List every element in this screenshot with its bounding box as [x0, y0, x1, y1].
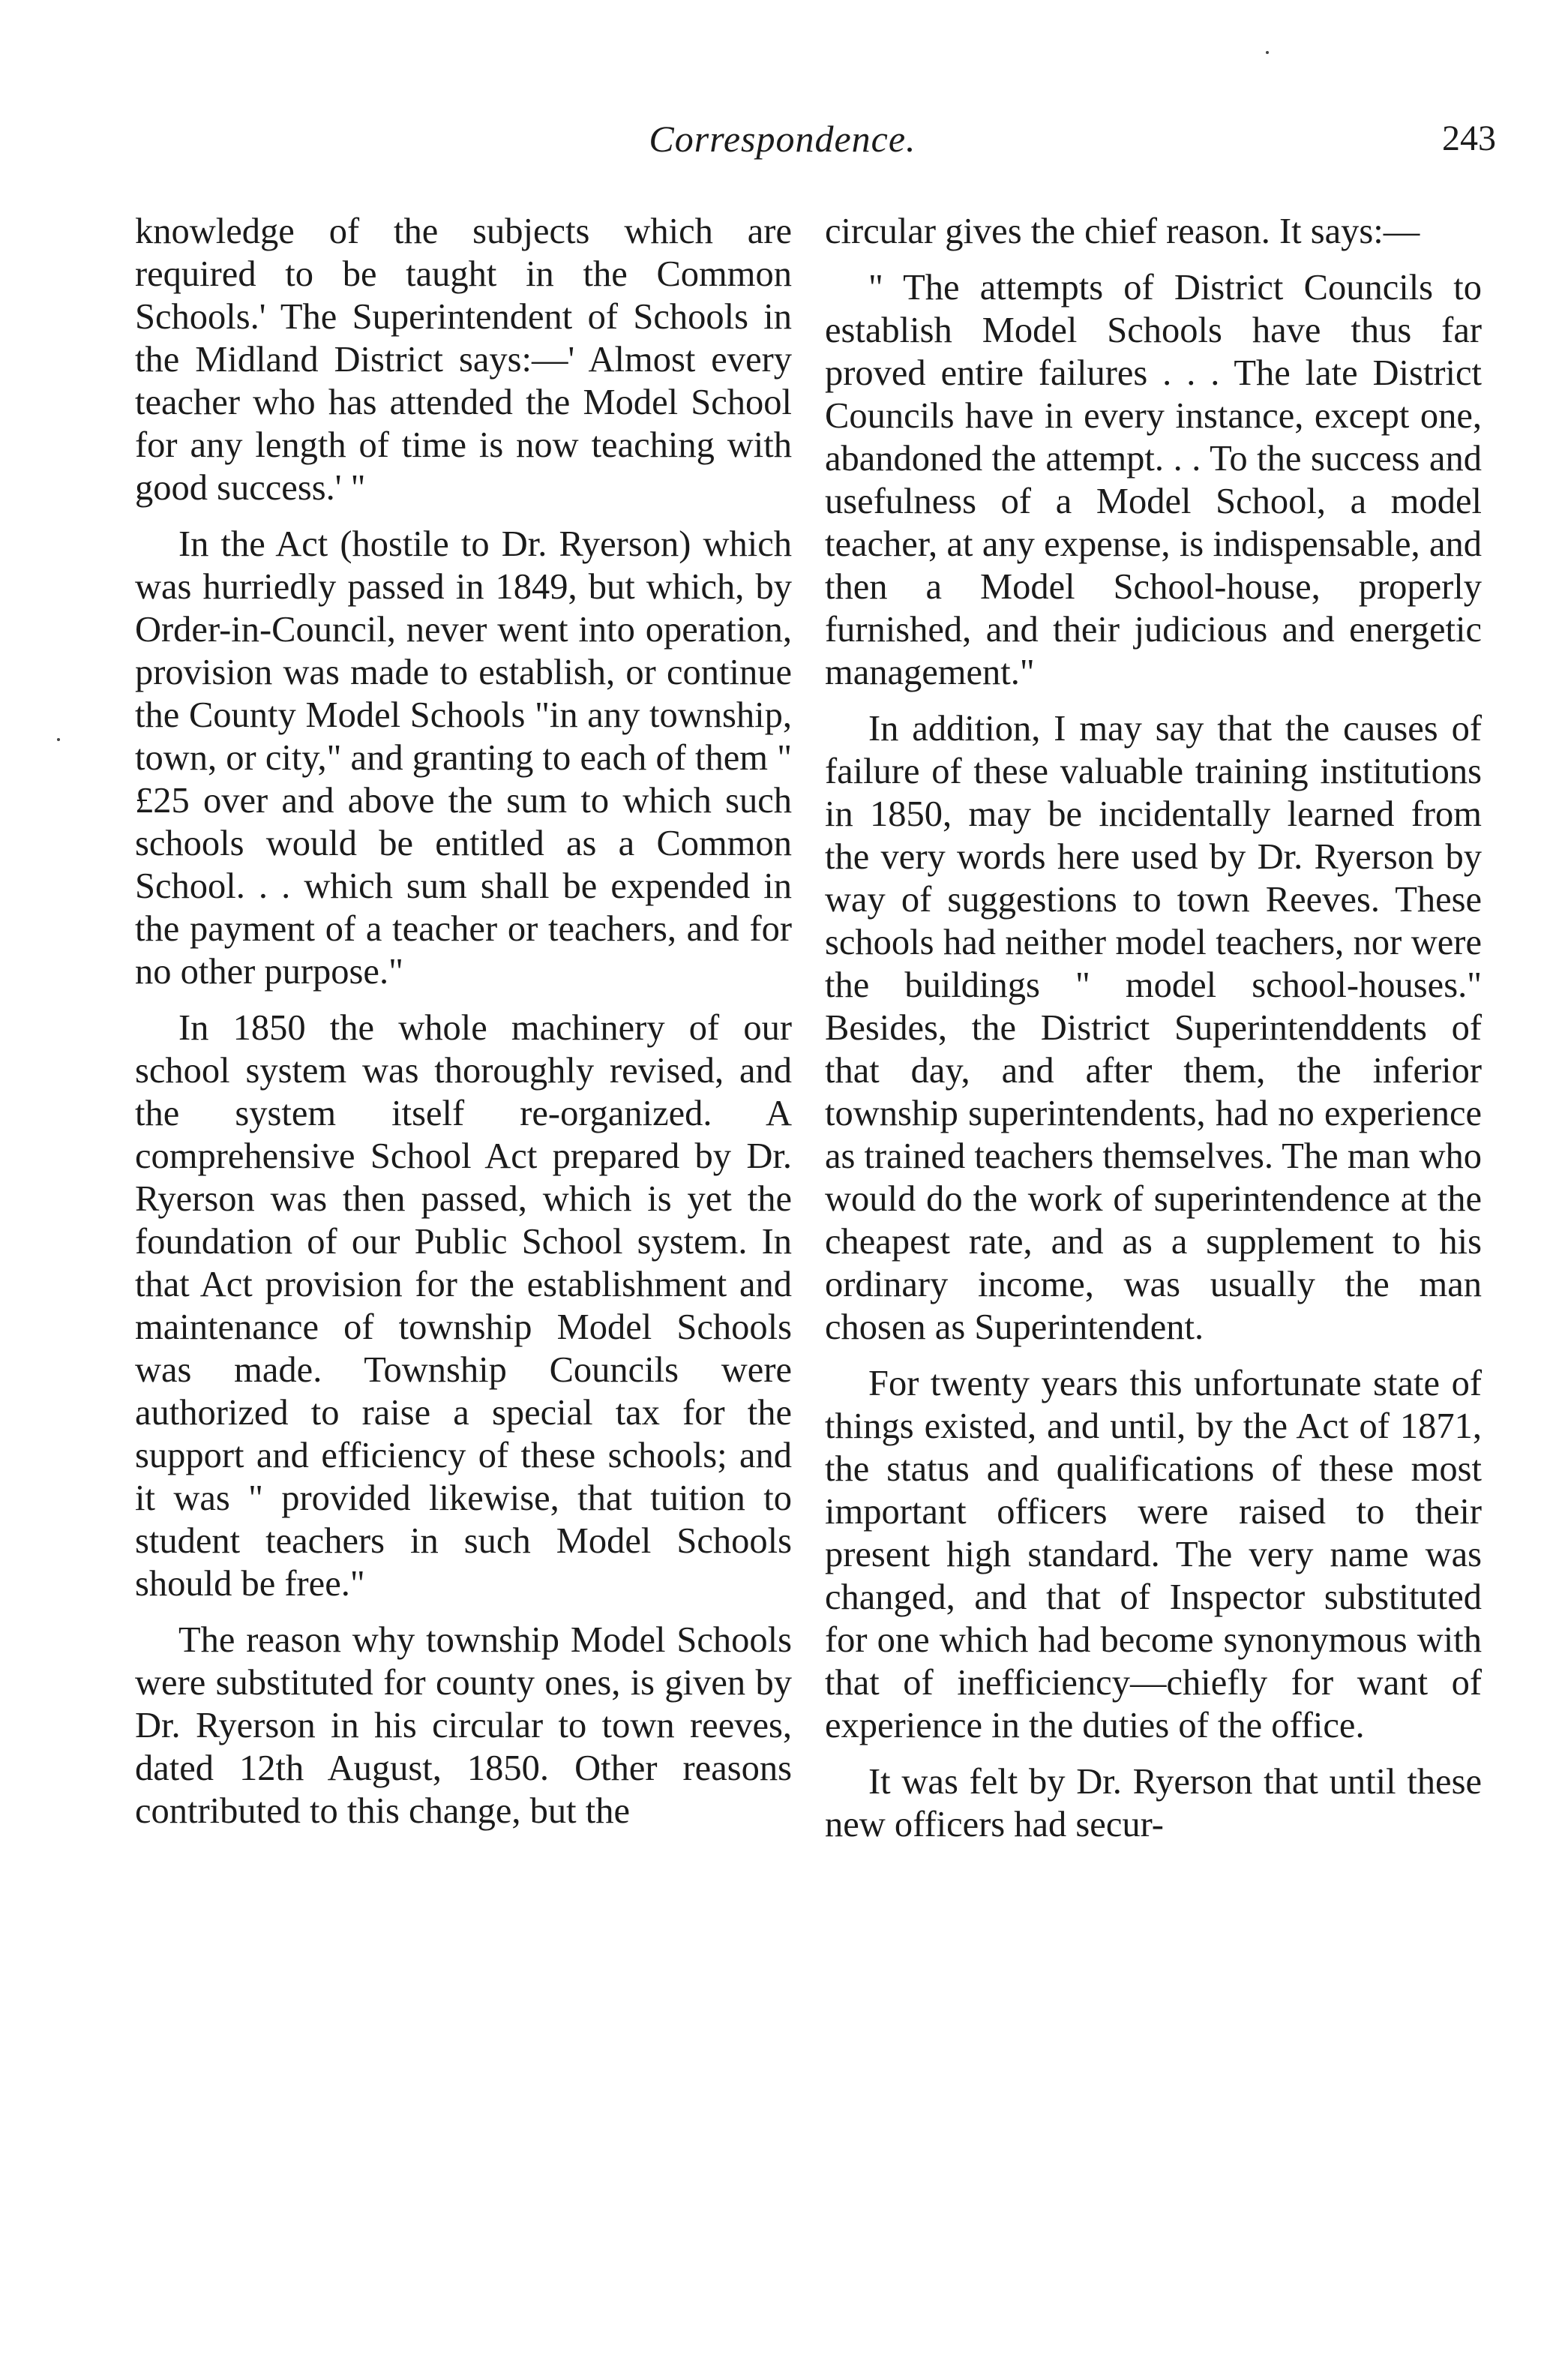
paragraph: In the Act (hostile to Dr. Ryerson) which was hurriedly passed in 1849, but which, by Order-in-Council, never went into operation, provision was made to establish, or continue the County Model Schools "in any township, town, or city," and granting to each of them " £25 over and above the sum to which such schools would be entitled as a Common School. . . which sum shall be expended in the payment of a teacher or teachers, and for no other purpose.": [135, 524, 792, 992]
scan-speck: [1266, 51, 1269, 54]
running-header: [0, 113, 1565, 165]
paragraph: The reason why township Model Schools were substituted for county ones, is given by Dr. Ryerson in his circular to town reeves, dated 12th August, 1850. Other reasons contributed to this change, but the: [135, 1620, 792, 1831]
paragraph: knowledge of the subjects which are required to be taught in the Common Schools.' The Superintendent of Schools in the Midland District says:—' Almost every teacher who has attended the Model School for any length of time is now teaching with good success.' ": [135, 212, 792, 508]
scan-speck: [57, 738, 60, 741]
page-number: 243: [1442, 119, 1496, 158]
paragraph: For twenty years this unfortunate state of things existed, and until, by the Act of 1871, the status and qualifications of these most important officers were raised to their present high standard. The very name was changed, and that of Inspector substituted for one which had become synonymous with that of inefficiency—chiefly for want of experience in the duties of the office.: [825, 1364, 1482, 1745]
right-column: [825, 210, 1482, 1859]
left-column: [135, 210, 792, 1846]
paragraph: In addition, I may say that the causes of failure of these valuable training institutions in 1850, may be incidentally learned from the very words here used by Dr. Ryerson by way of suggestions to town Reeves. These schools had neither model teachers, nor were the buildings " model school-houses." Besides, the District Superintenddents of that day, and after them, the inferior township superintendents, had no experience as trained teachers themselves. The man who would do the work of superintendence at the cheapest rate, and as a supplement to his ordinary income, was usually the man chosen as Superintendent.: [825, 709, 1482, 1347]
paragraph: circular gives the chief reason. It says:—: [825, 212, 1420, 251]
running-title: Correspondence.: [649, 118, 916, 160]
paragraph: " The attempts of District Councils to establish Model Schools have thus far proved entire failures . . . The late District Councils have in every instance, except one, abandoned the attempt. . . To the success and usefulness of a Model School, a model teacher, at any expense, is indispensable, and then a Model School-house, properly furnished, and their judicious and energetic management.": [825, 268, 1482, 692]
paragraph: In 1850 the whole machinery of our school system was thoroughly revised, and the system itself re-organized. A comprehensive School Act prepared by Dr. Ryerson was then passed, which is yet the foundation of our Public School system. In that Act provision for the establishment and maintenance of township Model Schools was made. Township Councils were authorized to raise a special tax for the support and efficiency of these schools; and it was " provided likewise, that tuition to student teachers in such Model Schools should be free.": [135, 1008, 792, 1604]
paragraph: It was felt by Dr. Ryerson that until these new officers had secur-: [825, 1762, 1482, 1844]
